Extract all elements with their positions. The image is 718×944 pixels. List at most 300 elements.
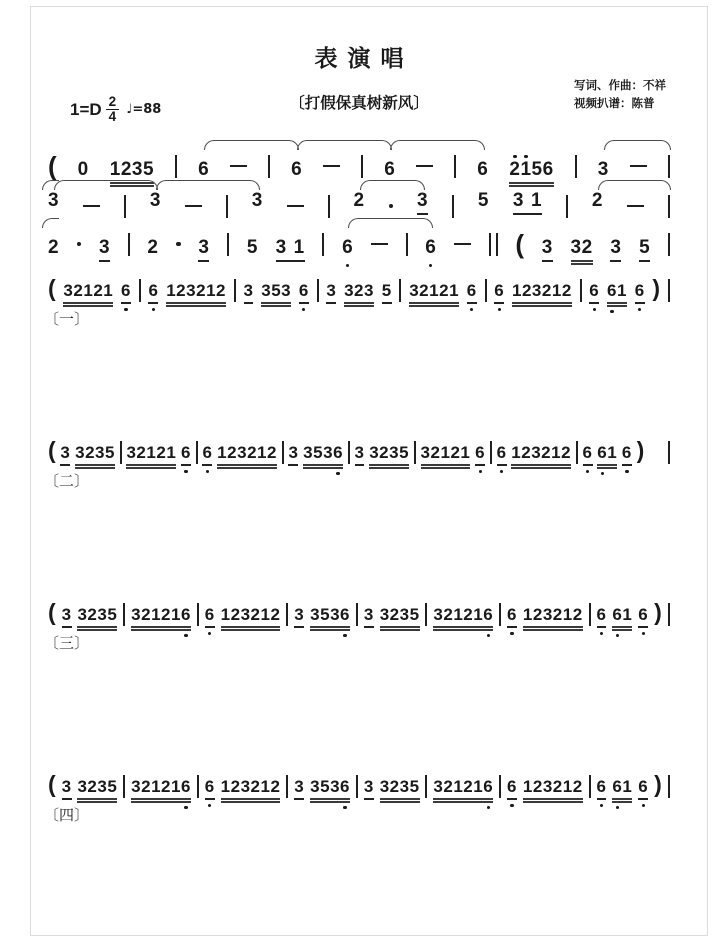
note-digit: 6 — [542, 159, 554, 180]
note-digit: 3 — [389, 443, 400, 462]
note-digit: 1 — [562, 777, 573, 796]
note-digit: 2 — [247, 443, 258, 462]
note-digit: 2 — [509, 159, 521, 180]
note-digit: 2 — [227, 443, 238, 462]
note-digit: 1 — [551, 443, 562, 462]
note-digit: 2 — [85, 443, 96, 462]
note-digit: 3 — [240, 605, 251, 624]
note-digit: 6 — [333, 443, 344, 462]
note-digit: 1 — [622, 605, 633, 624]
score-line-wrap — [44, 599, 670, 653]
note-group — [121, 282, 131, 304]
note-group — [597, 778, 607, 800]
note-digit: 3 — [131, 159, 143, 180]
barline — [668, 441, 670, 464]
note-digit: 3 — [416, 190, 429, 211]
note-group — [571, 238, 593, 265]
note-group — [355, 444, 365, 466]
note-digit: 2 — [73, 281, 84, 300]
barline — [414, 441, 416, 464]
note-digit: 2 — [521, 443, 532, 462]
note-digit: 1 — [83, 281, 94, 300]
note-group — [507, 606, 517, 628]
note-digit: 3 — [326, 281, 337, 300]
subtitle: 〔打假保真树新风〕 — [289, 95, 429, 112]
note-digit: 6 — [597, 443, 608, 462]
note-group — [639, 238, 650, 262]
note-digit: 1 — [151, 777, 162, 796]
note-digit: 3 — [288, 443, 299, 462]
note-group — [77, 606, 117, 631]
note-digit: 6 — [477, 159, 489, 180]
note-digit: 1 — [511, 443, 522, 462]
note-digit: 6 — [638, 777, 649, 796]
note-digit: 1 — [257, 443, 268, 462]
page-title: 表演唱 — [314, 45, 414, 71]
note-digit: 5 — [639, 237, 651, 258]
note-digit: 5 — [313, 443, 324, 462]
barline — [576, 441, 578, 464]
note-group — [126, 444, 176, 469]
note-digit: 2 — [439, 281, 450, 300]
note-digit: 2 — [591, 190, 603, 211]
note-digit: 2 — [161, 605, 172, 624]
note-group — [364, 778, 374, 800]
note-digit: 2 — [136, 443, 147, 462]
note-group — [261, 282, 291, 307]
note-digit: 2 — [541, 281, 552, 300]
barline — [425, 775, 427, 798]
note-group — [583, 444, 593, 466]
dash-note — [627, 205, 644, 207]
credit-line-transcriber: 视频扒谱：陈普 — [574, 98, 655, 111]
note-digit: 3 — [364, 281, 374, 300]
note-digit: 3 — [149, 190, 161, 211]
note-digit: 6 — [202, 443, 213, 462]
phrase-paren: ( — [48, 771, 56, 797]
tie-arc — [42, 218, 59, 228]
note-digit: 6 — [607, 281, 617, 300]
barline — [566, 195, 568, 218]
barline — [226, 195, 228, 218]
note-group — [310, 606, 350, 631]
barline — [120, 441, 122, 464]
note-digit: 6 — [180, 777, 191, 796]
note-digit: 1 — [449, 281, 460, 300]
note-group — [612, 606, 632, 631]
note-group — [542, 238, 553, 262]
note-digit: 6 — [638, 605, 649, 624]
note-group — [276, 238, 305, 262]
note-group — [513, 191, 542, 215]
note-digit: 2 — [379, 443, 390, 462]
tie-arc — [54, 180, 158, 190]
tie-arc — [390, 140, 485, 150]
note-digit: 2 — [120, 159, 132, 180]
note-digit: 5 — [246, 237, 258, 258]
note-group — [612, 778, 632, 803]
note-group — [48, 238, 59, 260]
note-digit: 5 — [409, 605, 420, 624]
note-digit: 2 — [250, 605, 261, 624]
dash-note — [323, 165, 340, 167]
note-digit: 3 — [237, 443, 248, 462]
note-digit: 6 — [342, 237, 354, 258]
dash-note — [371, 243, 388, 245]
note-digit: 2 — [419, 281, 430, 300]
note-digit: 6 — [483, 777, 494, 796]
note-group — [384, 160, 395, 182]
note-digit: 1 — [440, 443, 451, 462]
note-group — [369, 444, 409, 469]
score-line — [48, 275, 670, 305]
score-line — [48, 229, 670, 259]
note-digit: 5 — [320, 777, 331, 796]
note-group — [622, 444, 632, 466]
note-digit: 6 — [612, 777, 623, 796]
note-group — [288, 444, 298, 466]
note-group — [148, 282, 158, 304]
note-digit: 6 — [496, 443, 507, 462]
barline — [580, 279, 582, 302]
note-digit: 3 — [597, 159, 609, 180]
note-group — [635, 282, 645, 304]
dash-note — [454, 243, 471, 245]
note-digit: 3 — [75, 443, 86, 462]
note-digit: 2 — [141, 605, 152, 624]
note-group — [512, 282, 572, 307]
note-digit: 3 — [243, 281, 254, 300]
note-digit: 1 — [607, 443, 618, 462]
score-line-wrap — [48, 191, 670, 221]
note-digit: 2 — [541, 443, 552, 462]
note-digit: 6 — [340, 605, 351, 624]
note-group — [202, 444, 212, 466]
note-group — [198, 160, 209, 182]
note-digit: 1 — [146, 443, 157, 462]
note-digit: 5 — [477, 190, 489, 211]
note-group — [417, 191, 428, 215]
note-digit: 2 — [156, 443, 167, 462]
phrase-paren: ( — [48, 151, 57, 181]
note-group — [198, 238, 209, 262]
note-digit: 6 — [291, 159, 303, 180]
note-digit: 1 — [453, 605, 464, 624]
dotted-note-dot — [176, 242, 181, 247]
note-group — [62, 778, 72, 800]
barline — [196, 441, 198, 464]
section-marker: 〔四〕 — [44, 807, 90, 824]
note-digit: 2 — [141, 777, 152, 796]
score-line-wrap — [44, 275, 670, 329]
dash-note — [230, 165, 247, 167]
note-digit: 3 — [48, 190, 60, 211]
tie-arc — [204, 140, 299, 150]
barline — [668, 155, 670, 178]
note-group — [380, 606, 420, 631]
note-digit: 1 — [530, 190, 543, 211]
note-group — [181, 444, 191, 466]
phrase-paren: ) — [654, 771, 662, 797]
tie-arc — [604, 140, 672, 150]
note-group — [425, 238, 436, 260]
note-digit: 6 — [621, 443, 632, 462]
tie-arc — [360, 180, 425, 190]
note-digit: 1 — [453, 777, 464, 796]
note-digit: 1 — [109, 159, 121, 180]
note-group — [507, 778, 517, 800]
note-digit: 3 — [251, 190, 263, 211]
note-group — [221, 606, 281, 631]
note-digit: 5 — [107, 605, 118, 624]
note-group — [433, 778, 493, 803]
note-digit: 3 — [399, 605, 410, 624]
note-digit: 3 — [186, 281, 197, 300]
meter-denominator: 4 — [108, 109, 117, 125]
note-digit: 6 — [298, 281, 309, 300]
barline — [227, 233, 229, 256]
header-row — [0, 80, 718, 139]
note-digit: 6 — [483, 605, 494, 624]
note-digit: 3 — [240, 777, 251, 796]
note-group — [342, 238, 353, 260]
note-digit: 5 — [531, 159, 543, 180]
note-digit: 2 — [267, 443, 277, 462]
section-marker: 〔一〕 — [44, 311, 90, 328]
score-line — [48, 151, 670, 181]
note-digit: 3 — [542, 777, 553, 796]
note-digit: 3 — [98, 237, 111, 258]
note-digit: 3 — [399, 777, 410, 796]
note-group — [409, 282, 459, 307]
note-digit: 5 — [271, 281, 282, 300]
note-digit: 2 — [521, 281, 532, 300]
note-group — [294, 606, 304, 628]
barline — [175, 155, 177, 178]
note-group — [497, 444, 507, 466]
note-digit: 3 — [354, 443, 365, 462]
note-group — [589, 282, 599, 304]
note-group — [475, 444, 485, 466]
barline — [282, 441, 284, 464]
note-digit: 2 — [561, 443, 572, 462]
note-digit: 5 — [399, 443, 410, 462]
barline — [197, 775, 199, 798]
note-group — [63, 282, 113, 307]
note-group — [597, 606, 607, 628]
dash-note — [630, 165, 647, 167]
note-digit: 2 — [463, 777, 474, 796]
note-digit: 6 — [198, 159, 210, 180]
barline — [668, 279, 670, 302]
note-group — [592, 191, 603, 213]
note-digit: 3 — [294, 605, 305, 624]
note-digit: 3 — [420, 443, 431, 462]
note-digit: 5 — [105, 443, 115, 462]
note-digit: 2 — [389, 605, 400, 624]
note-group — [523, 606, 583, 631]
note-digit: 1 — [622, 777, 633, 796]
note-digit: 3 — [541, 237, 553, 258]
note-digit: 2 — [354, 281, 365, 300]
note-digit: 1 — [217, 443, 228, 462]
barline — [197, 603, 199, 626]
dotted-note-dot — [389, 204, 394, 209]
note-digit: 3 — [294, 777, 305, 796]
note-digit: 3 — [131, 605, 142, 624]
barline — [234, 279, 236, 302]
note-digit: 5 — [320, 605, 331, 624]
note-digit: 1 — [429, 281, 440, 300]
note-digit: 2 — [250, 777, 261, 796]
note-digit: 1 — [473, 605, 484, 624]
note-digit: 2 — [581, 237, 593, 258]
barline — [668, 775, 670, 798]
note-digit: 2 — [552, 777, 563, 796]
note-digit: 3 — [131, 777, 142, 796]
barline — [317, 279, 319, 302]
note-digit: 6 — [507, 777, 517, 796]
note-digit: 2 — [48, 237, 60, 258]
note-digit: 2 — [443, 777, 454, 796]
note-digit: 2 — [572, 777, 583, 796]
dash-note — [185, 205, 202, 207]
barline — [490, 441, 492, 464]
note-digit: 3 — [77, 777, 88, 796]
note-digit: 6 — [425, 237, 437, 258]
note-digit: 2 — [270, 777, 281, 796]
barline — [425, 603, 427, 626]
note-group — [310, 778, 350, 803]
note-digit: 1 — [166, 281, 177, 300]
note-group — [291, 160, 302, 182]
note-digit: 1 — [151, 605, 162, 624]
tempo-marking: ♩=88 — [126, 102, 162, 118]
note-digit: 3 — [97, 777, 108, 796]
note-digit: 6 — [204, 777, 215, 796]
barline — [123, 603, 125, 626]
note-digit: 5 — [107, 777, 118, 796]
note-digit: 1 — [522, 777, 533, 796]
note-digit: 3 — [275, 237, 287, 258]
note-digit: 1 — [551, 281, 562, 300]
note-digit: 3 — [310, 605, 321, 624]
note-digit: 1 — [171, 605, 181, 624]
note-digit: 3 — [363, 777, 374, 796]
note-digit: 1 — [520, 159, 532, 180]
note-digit: 3 — [281, 281, 292, 300]
note-digit: 6 — [121, 281, 131, 300]
barline — [485, 279, 487, 302]
note-digit: 5 — [142, 159, 155, 180]
barline — [454, 155, 456, 178]
barline — [668, 233, 670, 256]
note-group — [77, 778, 117, 803]
barline — [499, 603, 501, 626]
note-digit: 2 — [532, 605, 543, 624]
barline — [406, 233, 408, 256]
note-group — [467, 282, 477, 304]
note-digit: 6 — [466, 281, 477, 300]
note-digit: 2 — [93, 281, 104, 300]
note-digit: 6 — [148, 281, 159, 300]
barline — [268, 155, 270, 178]
phrase-paren: ( — [48, 599, 56, 625]
note-digit: 3 — [330, 777, 341, 796]
note-group — [252, 191, 263, 213]
note-group — [433, 606, 493, 631]
barline — [399, 279, 401, 302]
note-digit: 3 — [570, 237, 582, 258]
note-digit: 6 — [204, 605, 215, 624]
barline — [499, 775, 501, 798]
note-digit: 1 — [511, 281, 522, 300]
note-digit: 3 — [531, 281, 542, 300]
score-line-wrap — [44, 437, 670, 491]
note-group — [150, 191, 161, 213]
barline — [322, 233, 324, 256]
dash-note — [83, 205, 100, 207]
barline — [123, 775, 125, 798]
note-group — [75, 444, 115, 469]
note-digit: 2 — [230, 777, 241, 796]
note-digit: 3 — [542, 605, 553, 624]
tie-arc — [348, 218, 433, 228]
note-digit: 3 — [409, 281, 420, 300]
note-digit: 1 — [171, 777, 181, 796]
tie-arc — [297, 140, 392, 150]
note-digit: 2 — [230, 605, 241, 624]
note-digit: 2 — [572, 605, 583, 624]
barline — [589, 603, 591, 626]
note-digit: 3 — [512, 190, 524, 211]
note-digit: 1 — [220, 777, 231, 796]
note-digit: 5 — [381, 281, 392, 300]
note-digit: 1 — [206, 281, 217, 300]
barline — [575, 155, 577, 178]
dash-note — [287, 205, 304, 207]
phrase-paren: ) — [654, 599, 662, 625]
note-digit: 3 — [61, 777, 72, 796]
note-group — [205, 606, 215, 628]
note-digit: 2 — [353, 190, 365, 211]
credits — [574, 77, 666, 114]
note-digit: 3 — [261, 281, 272, 300]
note-digit: 6 — [180, 605, 191, 624]
note-digit: 3 — [433, 605, 444, 624]
note-group — [326, 282, 336, 304]
barline — [139, 279, 141, 302]
barline — [589, 775, 591, 798]
note-group — [638, 778, 648, 800]
note-group — [421, 444, 471, 469]
note-digit: 6 — [634, 281, 645, 300]
phrase-paren: ( — [48, 437, 56, 463]
note-group — [364, 606, 374, 628]
note-digit: 2 — [450, 443, 461, 462]
tie-arc — [156, 180, 260, 190]
barline — [452, 195, 454, 218]
note-digit: 2 — [532, 777, 543, 796]
note-digit: 2 — [389, 777, 400, 796]
note-digit: 6 — [340, 777, 351, 796]
section-marker: 〔三〕 — [44, 635, 90, 652]
score — [0, 151, 718, 825]
phrase-paren: ( — [515, 229, 525, 259]
note-group — [598, 160, 609, 182]
tie-arc — [598, 180, 672, 190]
note-digit: 3 — [330, 605, 341, 624]
